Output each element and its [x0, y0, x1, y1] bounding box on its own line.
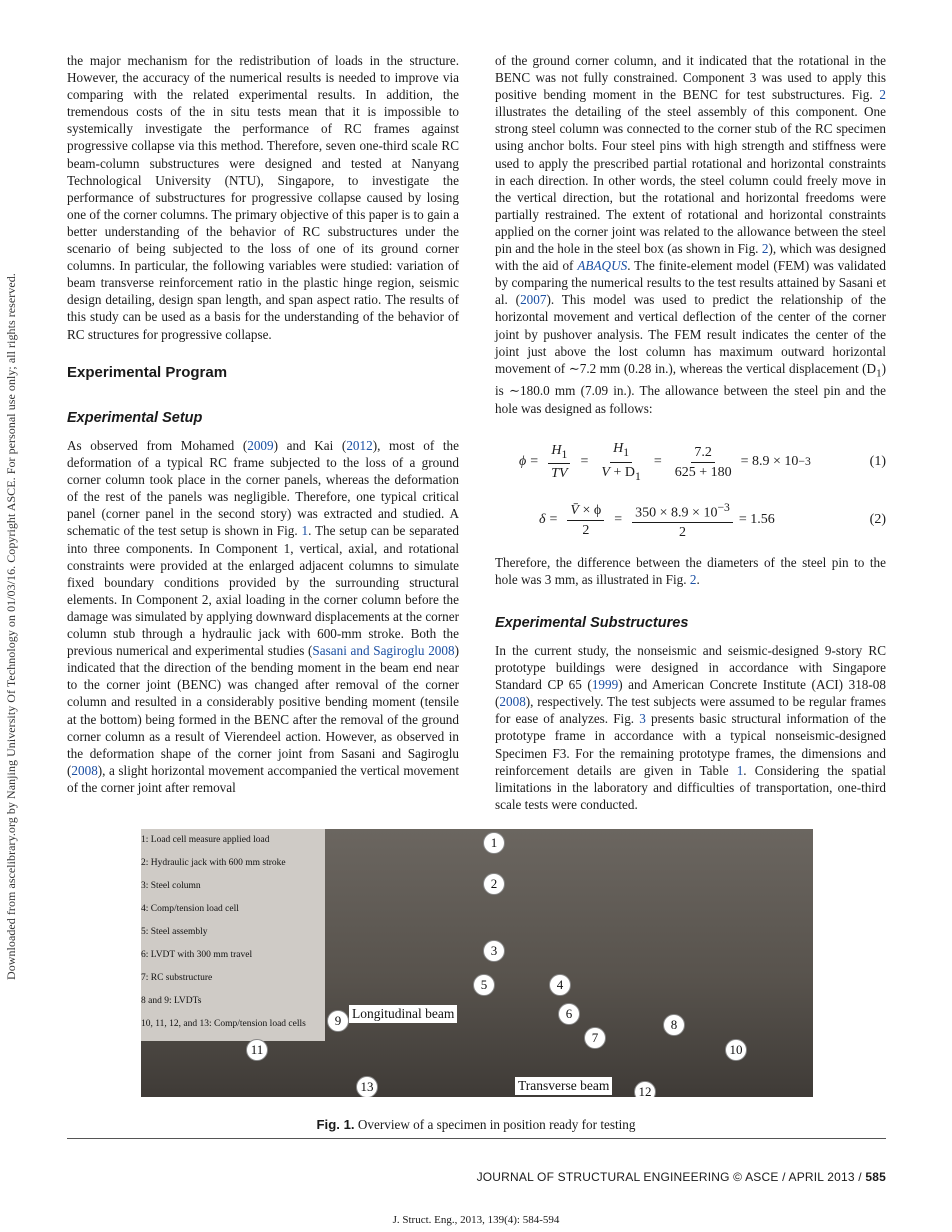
intro-paragraph	[67, 52, 459, 343]
figure-caption-label: Fig. 1.	[316, 1117, 355, 1132]
legend-item: 2: Hydraulic jack with 600 mm stroke	[141, 858, 286, 868]
download-notice	[0, 0, 22, 1232]
callout-5: 5	[473, 974, 495, 996]
download-notice-text: Downloaded from ascelibrary.org by Nanjing University Of Technology on 01/03/16. Copyright ASCE. For personal use only; all rights reserved.	[4, 273, 18, 980]
equation-1-number: (1)	[869, 454, 886, 469]
legend-item: 8 and 9: LVDTs	[141, 996, 202, 1006]
callout-7: 7	[584, 1027, 606, 1049]
running-footer: JOURNAL OF STRUCTURAL ENGINEERING © ASCE / APRIL 2013 / 585	[476, 1170, 886, 1184]
figure-link[interactable]: 3	[639, 711, 646, 727]
callout-10: 10	[725, 1039, 747, 1061]
equation-1: ϕ = $\frac{H_1}{TV}$ = $\frac{H_1}{V + D_1}$ = $\frac{7.2}{625 + 180}$ = 8.9 × 10 −3 (1)	[519, 440, 886, 483]
intro-paragraph-text: the major mechanism for the redistribution of loads in the structure. However, the accuracy of the numerical results is needed to improve via comparing with the related experimental results. In addition, the tremendous costs of the in situ tests mean that it is impossible to systemically investigate the performance of RC frames against progressive collapse via this method. Therefore, seven one-third scale RC beam-column substructures were designed and tested at Nanyang Technological University (NTU), Singapore, to investigate the performance of substructures for progressive collapse caused by losing one of the corner columns. The primary objective of this paper is to gain a better understanding of the behavior of RC substructures under the scenario of being subjected to the loss of one of its ground corner columns. In particular, the following variables were studied: variation of beam transverse reinforcement ratio in the plastic hinge region, seismic design detailing, design span length, and span aspect ratio. The results of this study can be used as a basis for the understanding of the behavior of RC structures for progressive collapse.	[67, 53, 459, 342]
callout-1: 1	[483, 832, 505, 854]
legend-item: 5: Steel assembly	[141, 927, 208, 937]
journal-citation: J. Struct. Eng., 2013, 139(4): 584-594	[392, 1214, 560, 1226]
legend-item: 1: Load cell measure applied load	[141, 835, 270, 845]
subheading-experimental-substructures: Experimental Substructures	[495, 615, 689, 631]
legend-item: 6: LVDT with 300 mm travel	[141, 950, 253, 960]
callout-8: 8	[663, 1014, 685, 1036]
setup-paragraph: As observed from Mohamed (2009) and Kai (2012), most of the deformation of a typical RC frame subjected to the loss of a ground corner column took place in the corner panels, whereas the deformation of the rest of the panels was negligible. Therefore, one typical critical panel (corner panel in the second story) was extracted and studied. A schematic of the test setup is shown in Fig. 1. The setup can be separated into three components. In Component 1, vertical, axial, and rotational constraints were provided at the enlarged adjacent columns to simulate fixed boundary conditions provided by the surrounding structural elements. In Component 2, axial loading in the corner column before the damage was simulated by applying downward displacements at the corner column stub through a hydraulic jack with 600-mm stroke. Both the previous numerical and experimental studies (Sasani and Sagiroglu 2008) indicated that the direction of the bending moment in the beam end near to the corner joint (BENC) was changed after removal of the corner column and resulted in a considerably positive bending moment (tensile at the bottom) being formed in the BENC after the removal of the ground corner column as a result of Vierendeel action. However, as observed in the deformation shape of the corner joint from Sasani and Sagiroglu (2008), a slight horizontal movement accompanied the vertical movement of the corner joint after removal	[67, 438, 459, 795]
equation-2-number: (2)	[869, 512, 886, 527]
page-number: 585	[865, 1170, 886, 1184]
figure-caption-text: Overview of a specimen in position ready for testing	[354, 1117, 636, 1132]
legend-item: 7: RC substructure	[141, 973, 213, 983]
callout-12: 12	[634, 1081, 656, 1097]
citation-link[interactable]: 1999	[591, 677, 619, 693]
pin-hole-paragraph: Therefore, the difference between the diameters of the steel pin to the hole was 3 mm, as illustrated in Fig. 2.	[495, 555, 886, 588]
constraint-paragraph: of the ground corner column, and it indicated that the rotational in the BENC was not fully constrained. Component 3 was used to apply this positive bending moment in the BENC for test substructures. Fig. 2 illustrates the detailing of the steel assembly of this component. One strong steel column was connected to the corner stub of the RC specimen using anchor bolts. Four steel pins with high strength and stiffness were used to apply the prescribed partial rotational and horizontal constraints in each direction. In other words, the steel column could freely move in the vertical direction, but the rotational and horizontal freedoms were partially restrained. The extent of rotational and horizontal constraints applied on the corner joint was related to the allowance between the steel pin and the hole in the steel box (as shown in Fig. 2), which was designed with the aid of ABAQUS. The finite-element model (FEM) was validated by comparing the numerical results to the test results attained by Sasani et al. (2007). This model was used to predict the relationship of the horizontal movement and vertical deflection of the center of the corner joint by pushover analysis. The FEM result indicates the center of the joint just above the lost column has maximum outward horizontal movement of ∼7.2 mm (0.28 in.), whereas the vertical displacement $(D_1)$ is ∼180.0 mm (7.09 in.). The allowance between the steel pin and the hole was designed as follows:	[495, 53, 886, 416]
citation-link[interactable]: 2008	[499, 694, 526, 710]
callout-2: 2	[483, 873, 505, 895]
citation-link[interactable]: 2007	[520, 292, 547, 308]
substructures-paragraph: In the current study, the nonseismic and seismic-designed 9-story RC prototype buildings were designed in accordance with Singapore Standard CP 65 (1999) and American Concrete Institute (ACI) 318-08 (2008), respectively. The test subjects were assumed to be regular frames for ease of analyzes. Fig. 3 presents basic structural information of the prototype frame in accordance with a typical nonseismic-designed Specimen F3. For the remaining prototype frames, the dimensions and reinforcement details are given in Table 1. Considering the spatial limitations in the laboratory and difficulties of transportation, one-third scale tests were conducted.	[495, 643, 887, 812]
figure-link[interactable]: 2	[761, 241, 769, 257]
citation-link[interactable]: Sasani and Sagiroglu 2008	[312, 643, 455, 659]
callout-4: 4	[549, 974, 571, 996]
table-link[interactable]: 1	[736, 762, 744, 778]
legend-item: 3: Steel column	[141, 881, 201, 891]
callout-6: 6	[558, 1003, 580, 1025]
citation-link[interactable]: 2012	[346, 438, 373, 453]
citation-link[interactable]: 2009	[247, 438, 274, 453]
figure-caption	[0, 1117, 952, 1133]
citation-link[interactable]: 2008	[71, 762, 98, 778]
figure-legend	[141, 829, 325, 1041]
callout-11: 11	[246, 1039, 268, 1061]
legend-item: 10, 11, 12, and 13: Comp/tension load cells	[141, 1019, 306, 1029]
callout-9: 9	[327, 1010, 349, 1032]
figure-link[interactable]: 2	[689, 572, 697, 588]
subheading-experimental-setup: Experimental Setup	[67, 410, 203, 426]
callout-13: 13	[356, 1076, 378, 1097]
longitudinal-beam-label: Longitudinal beam	[349, 1005, 457, 1023]
equation-2: δ = $\frac{V̄ \times \phi}{2}$ = $\frac{350 \times 8.9 \times 10^{-3}}{2}$ = 1.56 (2)	[539, 500, 886, 541]
legend-item: 4: Comp/tension load cell	[141, 904, 239, 914]
figure-link[interactable]: 2	[879, 87, 886, 103]
section-heading-experimental-program: Experimental Program	[67, 364, 228, 381]
callout-3: 3	[483, 940, 505, 962]
figure-1-photo	[141, 829, 813, 1097]
footer-rule	[67, 1138, 886, 1139]
transverse-beam-label: Transverse beam	[515, 1077, 612, 1095]
figure-link[interactable]: 1	[301, 523, 309, 539]
software-link[interactable]: ABAQUS	[577, 258, 628, 274]
